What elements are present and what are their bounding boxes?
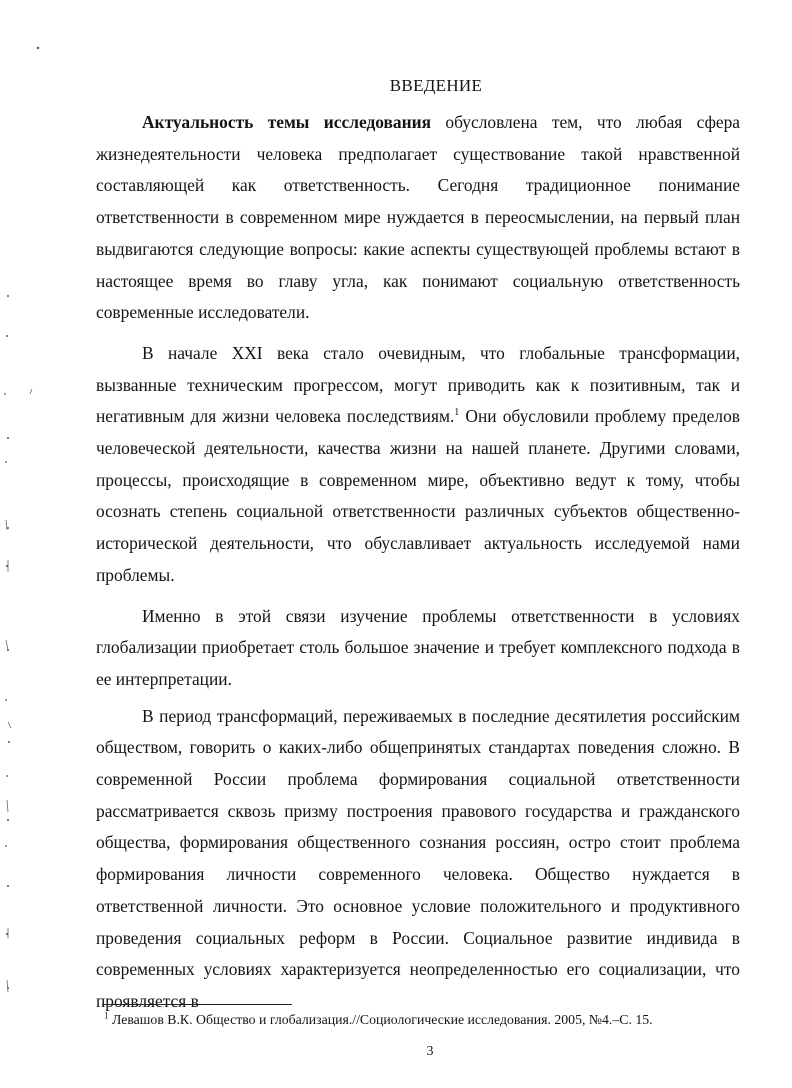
page-heading: ВВЕДЕНИЕ <box>389 76 483 95</box>
page-number: 3 <box>426 1044 434 1059</box>
paragraph-transformations: В период трансформаций, переживаемых в последние десятилетия российским обществом, говорить о каких-либо общепринятых стандартах поведения сложно. В современной России проблема формирования социальной ответственности рассматривается сквозь призму построения правового государства и гражданского общества, формирования общественного сознания россиян, остро стоит проблема формирования личности современного человека. Общество нуждается в ответственной личности. Это основное условие положительного и продуктивного проведения социальных реформ в России. Социальное развитие индивида в современных условиях характеризуется неопределенностью его социализации, что проявляется в <box>96 705 740 1011</box>
paragraph-relevance <box>96 107 740 329</box>
footnote <box>104 1011 764 1029</box>
paragraph-importance: Именно в этой связи изучение проблемы ответственности в условиях глобализации приобретает столь большое значение и требует комплексного подхода в ее интерпретации. <box>96 605 740 689</box>
relevance-text: обусловлена тем, что любая сфера жизнедеятельности человека предполагает существование такой нравственной составляющей как ответственность. Сегодня традиционное понимание ответственности в современном мире нуждается в переосмыслении, на первый план выдвигаются следующие вопросы: какие аспекты существующей проблемы встают в настоящее время во главу угла, как понимают социальную ответственность современные исследователи. <box>96 112 740 323</box>
globalization-text-end: Они обусловили проблему пределов человеческой деятельности, качества жизни на нашей планете. Другими словами, процессы, происходящие в современном мире, объективно ведут к тому, чтобы осознать степень социальной ответственности различных субъектов общественно-исторической деятельности, что обуславливает актуальность исследуемой нами проблемы. <box>96 406 740 585</box>
footnote-reference: 1 <box>454 407 460 419</box>
globalization-text-start: В начале XXI века стало очевидным, что глобальные трансформации, вызванные техническим прогрессом, могут приводить как к позитивным, так и негативным для жизни человека последствиям. <box>96 342 740 427</box>
footnote-separator <box>102 1004 292 1005</box>
paragraph-globalization <box>96 338 740 592</box>
footnote-mark: 1 <box>104 1010 109 1021</box>
scan-margin-marks <box>0 0 60 1088</box>
relevance-lead-phrase: Актуальность темы исследования <box>142 112 432 132</box>
footnote-text: Левашов В.К. Общество и глобализация.//Социологические исследования. 2005, №4.–С. 15. <box>108 1012 653 1027</box>
